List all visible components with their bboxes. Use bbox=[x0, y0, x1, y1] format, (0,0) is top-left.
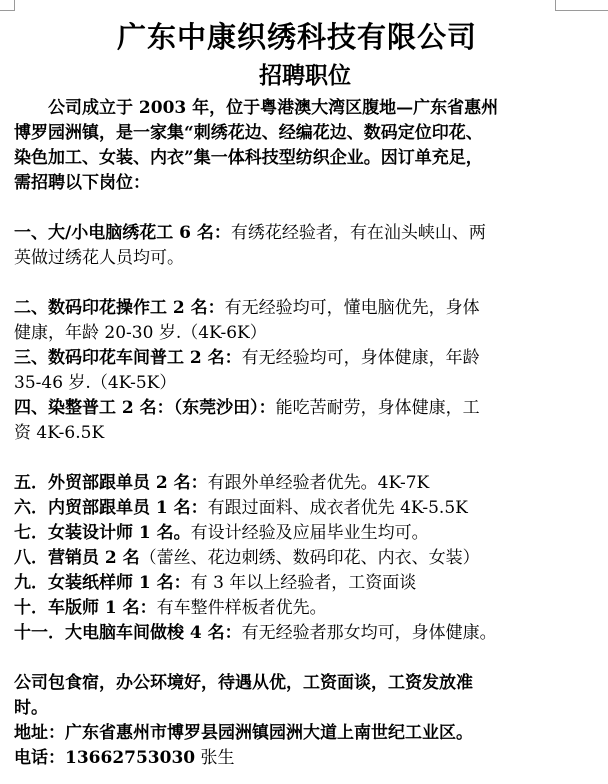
position-title: 三、数码印花车间普工 2 名： bbox=[14, 348, 242, 368]
position-desc: 有无经验均可，身体健康，年龄 bbox=[241, 348, 480, 368]
contact-person: 张生 bbox=[195, 748, 235, 768]
benefits-text-cont: 时。 bbox=[14, 698, 48, 718]
intro-line: 博罗园洲镇，是一家集“刺绣花边、经编花边、数码定位印花、 bbox=[14, 123, 483, 143]
phone-number: 电话：13662753030 bbox=[14, 748, 196, 768]
position-title: 七．女装设计师 1 名。 bbox=[14, 523, 191, 543]
benefits-text: 公司包食宿，办公环境好，待遇从优，工资面谈，工资发放准 bbox=[14, 673, 473, 693]
position-desc: 有无经验均可，懂电脑优先，身体 bbox=[224, 298, 480, 318]
position-desc: 有跟外单经验者优先。4K-7K bbox=[207, 473, 430, 493]
intro-line: 公司成立于 2003 年，位于粤港澳大湾区腹地—广东省惠州 bbox=[48, 98, 499, 118]
address-text: 地址：广东省惠州市博罗县园洲镇园洲大道上南世纪工业区。 bbox=[14, 723, 473, 743]
position-8 bbox=[14, 546, 604, 571]
position-title: 二、数码印花操作工 2 名： bbox=[14, 298, 225, 318]
position-desc-cont: 英做过绣花人员均可。 bbox=[14, 248, 184, 268]
footer-info bbox=[14, 671, 604, 771]
position-2 bbox=[14, 296, 604, 346]
position-5 bbox=[14, 471, 604, 496]
position-title: 八．营销员 2 名 bbox=[14, 548, 140, 568]
page-title: 招聘职位 bbox=[259, 62, 351, 89]
position-desc: 有绣花经验者，有在汕头峡山、两 bbox=[230, 223, 486, 243]
contact-line bbox=[14, 746, 604, 771]
spacer bbox=[14, 196, 604, 221]
position-desc: 有跟过面料、成衣者优先 4K-5.5K bbox=[207, 498, 468, 518]
position-1 bbox=[14, 221, 604, 271]
position-9 bbox=[14, 571, 604, 596]
position-title: 四、染整普工 2 名：（东莞沙田）： bbox=[14, 398, 276, 418]
position-title: 六．内贸部跟单员 1 名： bbox=[14, 498, 208, 518]
position-desc: 有无经验者那女均可，身体健康。 bbox=[241, 623, 497, 643]
position-7 bbox=[14, 521, 604, 546]
position-title: 十．车版师 1 名： bbox=[14, 598, 157, 618]
position-desc: （蕾丝、花边刺绣、数码印花、内衣、女装） bbox=[139, 548, 480, 568]
position-10 bbox=[14, 596, 604, 621]
page-corner-mark-right bbox=[555, 0, 608, 11]
position-desc: 有设计经验及应届毕业生均可。 bbox=[190, 523, 429, 543]
company-name: 广东中康织绣科技有限公司 bbox=[116, 20, 477, 54]
position-11 bbox=[14, 621, 604, 646]
spacer bbox=[14, 646, 604, 671]
position-desc-cont: 35-46 岁.（4K-5K） bbox=[14, 373, 177, 393]
spacer bbox=[14, 446, 604, 471]
position-title: 九．女装纸样师 1 名： bbox=[14, 573, 191, 593]
position-desc: 有车整件样板者优先。 bbox=[156, 598, 327, 618]
position-6 bbox=[14, 496, 604, 521]
position-desc: 有 3 年以上经验者，工资面谈 bbox=[190, 573, 417, 593]
position-3 bbox=[14, 346, 604, 396]
position-desc-cont: 资 4K-6.5K bbox=[14, 423, 105, 443]
intro-line: 需招聘以下岗位： bbox=[14, 173, 150, 193]
intro-line: 染色加工、女装、内衣”集一体科技型纺织企业。因订单充足， bbox=[14, 148, 483, 168]
spacer bbox=[14, 271, 604, 296]
intro-paragraph bbox=[14, 96, 604, 196]
position-desc-cont: 健康，年龄 20-30 岁.（4K-6K） bbox=[14, 323, 267, 343]
position-title: 五．外贸部跟单员 2 名： bbox=[14, 473, 208, 493]
position-desc: 能吃苦耐劳，身体健康，工 bbox=[275, 398, 480, 418]
position-title: 一、大/小电脑绣花工 6 名： bbox=[14, 223, 231, 243]
position-title: 十一．大电脑车间做梭 4 名： bbox=[14, 623, 242, 643]
document-page bbox=[14, 16, 604, 771]
page-corner-mark-left bbox=[0, 0, 15, 11]
position-4 bbox=[14, 396, 604, 446]
